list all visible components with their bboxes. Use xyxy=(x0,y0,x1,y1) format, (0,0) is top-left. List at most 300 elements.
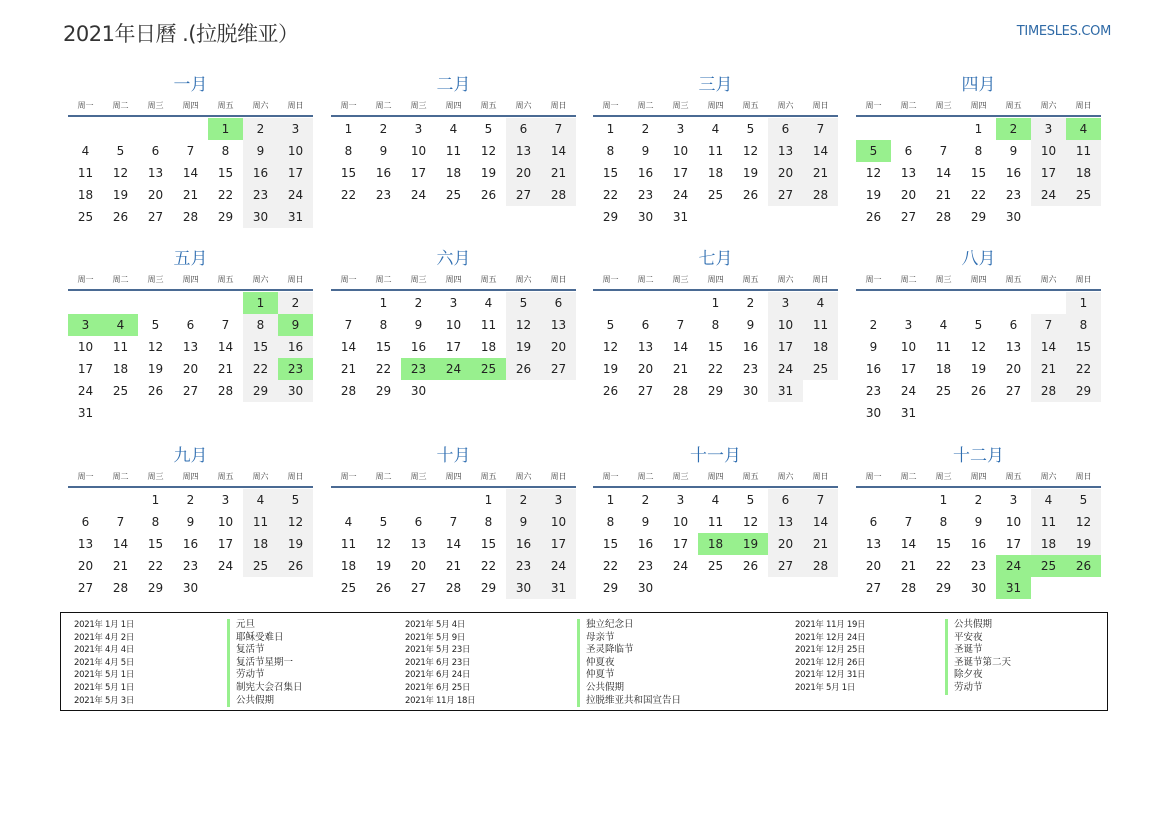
holiday-day-cell: 4 xyxy=(103,314,138,336)
weekday-label: 周日 xyxy=(287,101,304,110)
day-cell: 2 xyxy=(974,493,983,507)
day-cell: 8 xyxy=(379,318,388,332)
day-cell: 2 xyxy=(379,122,388,136)
day-cell: 16 xyxy=(182,537,199,551)
month-name: 二月 xyxy=(436,75,471,95)
weekday-label: 周四 xyxy=(970,101,987,110)
day-cell: 5 xyxy=(746,122,755,136)
holiday-date: 2021年 4月 2日 xyxy=(74,632,135,643)
weekday-label: 周四 xyxy=(182,472,199,481)
day-cell: 1 xyxy=(974,122,983,136)
empty-cell xyxy=(926,118,961,140)
header-rule xyxy=(593,289,838,291)
day-cell: 15 xyxy=(970,166,987,180)
day-cell: 2 xyxy=(243,118,278,140)
day-cell: 20 xyxy=(506,162,541,184)
day-cell: 22 xyxy=(375,362,392,376)
day-cell: 20 xyxy=(410,559,427,573)
day-cell: 29 xyxy=(243,380,278,402)
day-cell: 14 xyxy=(182,166,199,180)
day-cell: 9 xyxy=(641,144,650,158)
day-cell: 15 xyxy=(340,166,357,180)
day-cell: 13 xyxy=(768,140,803,162)
weekday-header xyxy=(68,271,313,289)
day-cell: 11 xyxy=(340,537,357,551)
day-cell: 7 xyxy=(541,118,576,140)
day-cell: 22 xyxy=(147,559,164,573)
day-grid xyxy=(856,292,1101,424)
weekday-label: 周日 xyxy=(287,472,304,481)
day-cell: 6 xyxy=(541,292,576,314)
site-link[interactable]: TIMESLES.COM xyxy=(1016,24,1111,39)
day-cell: 23 xyxy=(637,559,654,573)
day-cell: 31 xyxy=(77,406,94,420)
day-cell: 6 xyxy=(768,118,803,140)
day-cell: 8 xyxy=(606,515,615,529)
holiday-date: 2021年 11月 19日 xyxy=(795,620,866,630)
weekday-label: 周一 xyxy=(602,472,619,481)
day-cell: 24 xyxy=(1031,184,1066,206)
day-cell: 10 xyxy=(672,515,689,529)
weekday-label: 周五 xyxy=(1005,275,1022,284)
day-grid xyxy=(331,292,576,402)
day-cell: 19 xyxy=(742,166,759,180)
day-cell: 18 xyxy=(340,559,357,573)
holiday-name: 圣诞节第二天 xyxy=(945,657,1011,670)
day-cell: 3 xyxy=(221,493,230,507)
weekday-label: 周一 xyxy=(77,101,94,110)
day-cell: 23 xyxy=(375,188,392,202)
day-cell: 20 xyxy=(182,362,199,376)
weekday-label: 周一 xyxy=(340,275,357,284)
weekday-label: 周五 xyxy=(742,275,759,284)
day-cell: 16 xyxy=(637,537,654,551)
day-cell: 6 xyxy=(151,144,160,158)
month-name: 八月 xyxy=(961,249,996,269)
day-cell: 22 xyxy=(217,188,234,202)
day-cell: 12 xyxy=(970,340,987,354)
day-cell: 29 xyxy=(1066,380,1101,402)
day-cell: 15 xyxy=(602,166,619,180)
day-cell: 24 xyxy=(672,559,689,573)
header-rule xyxy=(68,289,313,291)
empty-cell xyxy=(208,292,243,314)
day-cell: 17 xyxy=(217,537,234,551)
day-cell: 5 xyxy=(974,318,983,332)
weekday-header xyxy=(593,97,838,115)
holiday-date: 2021年 12月 24日 xyxy=(795,632,866,643)
day-cell: 10 xyxy=(672,144,689,158)
weekday-label: 周五 xyxy=(480,101,497,110)
day-cell: 6 xyxy=(641,318,650,332)
day-cell: 20 xyxy=(900,188,917,202)
day-cell: 11 xyxy=(935,340,952,354)
header-rule xyxy=(856,486,1101,488)
holiday-day-cell: 24 xyxy=(996,555,1031,577)
weekday-label: 周四 xyxy=(707,472,724,481)
day-cell: 21 xyxy=(182,188,199,202)
day-cell: 19 xyxy=(506,336,541,358)
holiday-day-cell: 2 xyxy=(996,118,1031,140)
month-name: 十二月 xyxy=(953,446,1004,466)
holiday-date: 2021年 6月 23日 xyxy=(405,657,471,668)
month-block xyxy=(856,248,1101,424)
holiday-name: 公共假期 xyxy=(577,682,681,695)
day-cell: 3 xyxy=(1009,493,1018,507)
day-cell: 28 xyxy=(112,581,129,595)
holiday-day-cell: 4 xyxy=(1066,118,1101,140)
month-name: 十一月 xyxy=(690,446,741,466)
day-cell: 22 xyxy=(602,559,619,573)
holiday-name: 拉脱维亚共和国宣告日 xyxy=(577,695,681,708)
weekday-label: 周日 xyxy=(1075,472,1092,481)
day-cell: 1 xyxy=(379,296,388,310)
day-cell: 24 xyxy=(77,384,94,398)
day-cell: 24 xyxy=(278,184,313,206)
day-cell: 20 xyxy=(768,162,803,184)
day-cell: 1 xyxy=(939,493,948,507)
day-cell: 9 xyxy=(506,511,541,533)
weekday-label: 周三 xyxy=(147,472,164,481)
day-cell: 2 xyxy=(641,122,650,136)
day-cell: 3 xyxy=(904,318,913,332)
weekday-label: 周五 xyxy=(217,472,234,481)
day-cell: 21 xyxy=(935,188,952,202)
day-cell: 6 xyxy=(506,118,541,140)
day-cell: 13 xyxy=(147,166,164,180)
day-cell: 7 xyxy=(1031,314,1066,336)
month-block xyxy=(856,74,1101,228)
day-cell: 1 xyxy=(711,296,720,310)
day-cell: 30 xyxy=(1005,210,1022,224)
day-cell: 27 xyxy=(77,581,94,595)
holiday-date: 2021年 5月 1日 xyxy=(795,682,856,693)
day-cell: 8 xyxy=(1066,314,1101,336)
day-cell: 4 xyxy=(243,489,278,511)
header-rule xyxy=(593,486,838,488)
day-cell: 18 xyxy=(480,340,497,354)
day-cell: 13 xyxy=(77,537,94,551)
weekday-label: 周日 xyxy=(812,472,829,481)
day-cell: 28 xyxy=(935,210,952,224)
day-cell: 27 xyxy=(541,358,576,380)
day-cell: 10 xyxy=(445,318,462,332)
holiday-day-cell: 25 xyxy=(471,358,506,380)
day-cell: 15 xyxy=(1066,336,1101,358)
empty-cell xyxy=(103,489,138,511)
day-cell: 11 xyxy=(707,144,724,158)
day-cell: 24 xyxy=(768,358,803,380)
day-cell: 30 xyxy=(506,577,541,599)
holiday-date: 2021年 12月 26日 xyxy=(795,657,866,668)
day-cell: 31 xyxy=(768,380,803,402)
day-cell: 5 xyxy=(746,493,755,507)
weekday-label: 周四 xyxy=(182,275,199,284)
day-cell: 16 xyxy=(970,537,987,551)
day-cell: 18 xyxy=(707,166,724,180)
day-cell: 29 xyxy=(480,581,497,595)
page-title: 2021年日曆 .(拉脱维亚） xyxy=(63,22,299,46)
day-cell: 8 xyxy=(939,515,948,529)
day-cell: 27 xyxy=(865,581,882,595)
holiday-name: 公共假期 xyxy=(945,619,1011,632)
day-grid xyxy=(331,489,576,599)
day-cell: 15 xyxy=(707,340,724,354)
day-cell: 10 xyxy=(278,140,313,162)
day-cell: 26 xyxy=(147,384,164,398)
holiday-name: 圣诞节 xyxy=(945,644,1011,657)
day-cell: 23 xyxy=(865,384,882,398)
day-cell: 5 xyxy=(606,318,615,332)
holiday-day-cell: 25 xyxy=(1031,555,1066,577)
day-cell: 14 xyxy=(217,340,234,354)
day-cell: 12 xyxy=(1066,511,1101,533)
weekday-label: 周二 xyxy=(900,275,917,284)
weekday-label: 周日 xyxy=(550,275,567,284)
weekday-label: 周三 xyxy=(410,101,427,110)
day-cell: 9 xyxy=(186,515,195,529)
holiday-name: 制宪大会召集日 xyxy=(227,682,303,695)
day-cell: 6 xyxy=(81,515,90,529)
day-cell: 12 xyxy=(506,314,541,336)
day-cell: 29 xyxy=(707,384,724,398)
weekday-header xyxy=(331,97,576,115)
day-cell: 2 xyxy=(869,318,878,332)
day-cell: 23 xyxy=(243,184,278,206)
empty-cell xyxy=(1031,292,1066,314)
day-cell: 8 xyxy=(711,318,720,332)
day-cell: 11 xyxy=(112,340,129,354)
holiday-name: 仲夏夜 xyxy=(577,657,681,670)
holiday-day-cell: 3 xyxy=(68,314,103,336)
day-cell: 12 xyxy=(147,340,164,354)
day-cell: 11 xyxy=(1066,140,1101,162)
day-cell: 2 xyxy=(506,489,541,511)
weekday-header xyxy=(593,468,838,486)
day-grid xyxy=(68,489,313,599)
holiday-day-cell: 24 xyxy=(436,358,471,380)
day-cell: 29 xyxy=(970,210,987,224)
weekday-label: 周六 xyxy=(515,472,532,481)
day-cell: 14 xyxy=(803,140,838,162)
day-cell: 21 xyxy=(445,559,462,573)
month-name: 十月 xyxy=(436,446,471,466)
day-cell: 9 xyxy=(243,140,278,162)
weekday-label: 周五 xyxy=(1005,472,1022,481)
holiday-day-cell: 26 xyxy=(1066,555,1101,577)
holiday-name: 独立纪念日 xyxy=(577,619,681,632)
day-cell: 7 xyxy=(116,515,125,529)
holiday-date: 2021年 4月 4日 xyxy=(74,645,135,656)
holiday-day-cell: 31 xyxy=(996,577,1031,599)
holiday-date: 2021年 1月 1日 xyxy=(74,620,135,630)
day-cell: 19 xyxy=(278,533,313,555)
day-cell: 19 xyxy=(970,362,987,376)
day-cell: 17 xyxy=(768,336,803,358)
day-cell: 18 xyxy=(935,362,952,376)
day-cell: 19 xyxy=(112,188,129,202)
day-cell: 27 xyxy=(637,384,654,398)
month-name: 一月 xyxy=(173,75,208,95)
day-cell: 20 xyxy=(541,336,576,358)
day-cell: 2 xyxy=(414,296,423,310)
weekday-label: 周四 xyxy=(445,275,462,284)
day-grid xyxy=(593,489,838,599)
day-cell: 7 xyxy=(803,118,838,140)
day-cell: 5 xyxy=(379,515,388,529)
day-cell: 11 xyxy=(803,314,838,336)
day-cell: 4 xyxy=(711,122,720,136)
month-block xyxy=(331,248,576,402)
day-cell: 29 xyxy=(602,210,619,224)
day-cell: 4 xyxy=(803,292,838,314)
day-cell: 27 xyxy=(768,184,803,206)
empty-cell xyxy=(856,118,891,140)
day-cell: 16 xyxy=(375,166,392,180)
empty-cell xyxy=(891,292,926,314)
day-cell: 6 xyxy=(186,318,195,332)
day-cell: 21 xyxy=(803,162,838,184)
weekday-label: 周五 xyxy=(742,101,759,110)
weekday-label: 周一 xyxy=(865,275,882,284)
day-cell: 5 xyxy=(506,292,541,314)
weekday-label: 周二 xyxy=(637,275,654,284)
day-cell: 21 xyxy=(803,533,838,555)
day-cell: 24 xyxy=(900,384,917,398)
weekday-label: 周四 xyxy=(445,101,462,110)
weekday-label: 周三 xyxy=(935,101,952,110)
weekday-label: 周二 xyxy=(112,275,129,284)
empty-cell xyxy=(996,292,1031,314)
day-grid xyxy=(593,118,838,228)
holiday-name: 耶稣受难日 xyxy=(227,632,303,645)
day-cell: 16 xyxy=(506,533,541,555)
day-cell: 7 xyxy=(221,318,230,332)
holiday-name: 公共假期 xyxy=(227,695,303,708)
month-block xyxy=(68,445,313,599)
weekday-label: 周日 xyxy=(812,275,829,284)
day-cell: 18 xyxy=(243,533,278,555)
empty-cell xyxy=(68,118,103,140)
day-cell: 17 xyxy=(900,362,917,376)
holiday-names-col-1 xyxy=(227,619,303,707)
weekday-label: 周一 xyxy=(865,472,882,481)
day-cell: 27 xyxy=(900,210,917,224)
day-cell: 28 xyxy=(445,581,462,595)
day-cell: 22 xyxy=(602,188,619,202)
day-cell: 24 xyxy=(410,188,427,202)
day-cell: 5 xyxy=(1066,489,1101,511)
weekday-label: 周三 xyxy=(672,101,689,110)
month-name: 五月 xyxy=(173,249,208,269)
day-cell: 28 xyxy=(900,581,917,595)
day-cell: 9 xyxy=(746,318,755,332)
day-cell: 14 xyxy=(1031,336,1066,358)
day-cell: 4 xyxy=(1031,489,1066,511)
weekday-label: 周四 xyxy=(707,275,724,284)
weekday-label: 周日 xyxy=(1075,275,1092,284)
day-cell: 10 xyxy=(217,515,234,529)
day-cell: 9 xyxy=(1009,144,1018,158)
day-cell: 6 xyxy=(904,144,913,158)
day-cell: 17 xyxy=(541,533,576,555)
day-cell: 19 xyxy=(147,362,164,376)
day-cell: 29 xyxy=(602,581,619,595)
day-cell: 20 xyxy=(768,533,803,555)
weekday-label: 周五 xyxy=(217,275,234,284)
day-cell: 9 xyxy=(641,515,650,529)
day-cell: 24 xyxy=(672,188,689,202)
day-cell: 4 xyxy=(939,318,948,332)
day-cell: 6 xyxy=(414,515,423,529)
holiday-name: 除夕夜 xyxy=(945,669,1011,682)
weekday-header xyxy=(856,271,1101,289)
day-cell: 23 xyxy=(970,559,987,573)
day-cell: 22 xyxy=(1066,358,1101,380)
day-cell: 27 xyxy=(768,555,803,577)
day-cell: 14 xyxy=(935,166,952,180)
day-cell: 30 xyxy=(243,206,278,228)
day-cell: 31 xyxy=(672,210,689,224)
day-cell: 18 xyxy=(77,188,94,202)
holiday-date: 2021年 5月 23日 xyxy=(405,645,471,656)
empty-cell xyxy=(68,489,103,511)
weekday-label: 周三 xyxy=(147,101,164,110)
day-cell: 5 xyxy=(151,318,160,332)
empty-cell xyxy=(628,292,663,314)
holiday-name: 劳动节 xyxy=(227,669,303,682)
day-cell: 13 xyxy=(865,537,882,551)
day-cell: 12 xyxy=(742,144,759,158)
empty-cell xyxy=(891,489,926,511)
header-rule xyxy=(331,289,576,291)
day-cell: 14 xyxy=(112,537,129,551)
empty-cell xyxy=(593,292,628,314)
day-cell: 25 xyxy=(707,559,724,573)
day-cell: 13 xyxy=(900,166,917,180)
day-cell: 25 xyxy=(935,384,952,398)
day-cell: 8 xyxy=(151,515,160,529)
day-cell: 16 xyxy=(637,166,654,180)
weekday-label: 周六 xyxy=(515,101,532,110)
day-cell: 25 xyxy=(445,188,462,202)
header-rule xyxy=(856,115,1101,117)
day-cell: 10 xyxy=(541,511,576,533)
day-cell: 22 xyxy=(243,358,278,380)
weekday-label: 周一 xyxy=(602,275,619,284)
header-rule xyxy=(331,486,576,488)
empty-cell xyxy=(138,292,173,314)
day-cell: 7 xyxy=(186,144,195,158)
day-cell: 21 xyxy=(900,559,917,573)
day-cell: 14 xyxy=(803,511,838,533)
day-cell: 3 xyxy=(449,296,458,310)
day-cell: 8 xyxy=(974,144,983,158)
holiday-name: 圣灵降临节 xyxy=(577,644,681,657)
day-cell: 14 xyxy=(340,340,357,354)
day-cell: 10 xyxy=(768,314,803,336)
day-cell: 29 xyxy=(375,384,392,398)
empty-cell xyxy=(68,292,103,314)
holiday-day-cell: 9 xyxy=(278,314,313,336)
day-cell: 13 xyxy=(541,314,576,336)
day-cell: 17 xyxy=(672,166,689,180)
day-cell: 7 xyxy=(676,318,685,332)
day-cell: 31 xyxy=(900,406,917,420)
day-cell: 12 xyxy=(112,166,129,180)
day-cell: 11 xyxy=(480,318,497,332)
weekday-label: 周二 xyxy=(637,101,654,110)
